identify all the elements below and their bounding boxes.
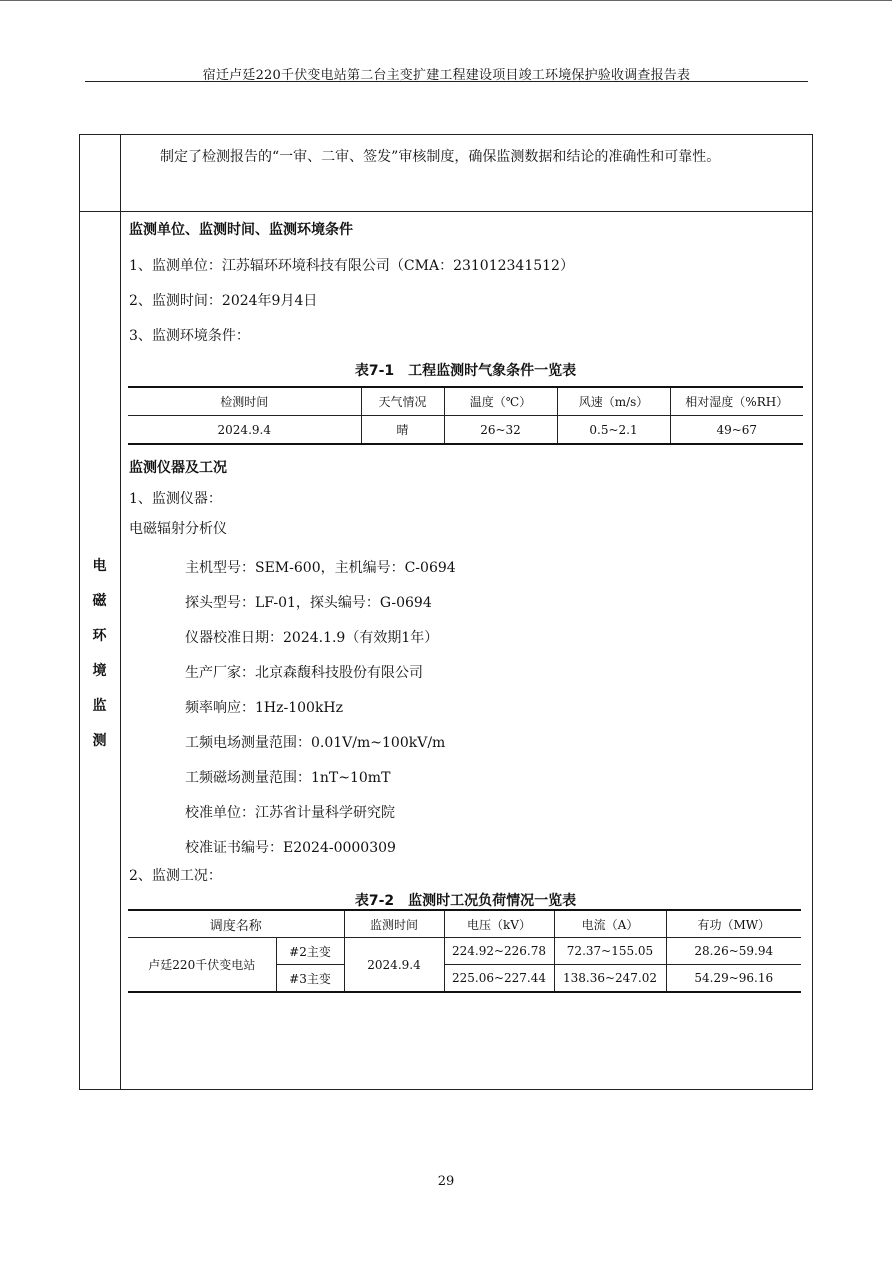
table-cell: 晴	[361, 416, 444, 445]
column-header: 电压（kV）	[444, 910, 554, 938]
section-heading-instruments: 监测仪器及工况	[129, 460, 227, 476]
table-cell: 0.5~2.1	[557, 416, 670, 445]
table-cell: 54.29~96.16	[666, 965, 801, 993]
column-header: 检测时间	[128, 387, 361, 416]
spec-line: 生产厂家：北京森馥科技股份有限公司	[185, 665, 423, 681]
spec-line: 工频磁场测量范围：1nT~10mT	[185, 770, 391, 786]
table-row	[128, 938, 801, 965]
page-top-border	[0, 0, 892, 1]
side-label-char: 境	[92, 663, 107, 679]
monitoring-environment-line: 3、监测环境条件：	[129, 328, 250, 344]
side-label-char: 环	[92, 628, 107, 644]
weather-conditions-table	[128, 386, 803, 445]
table-cell: 2024.9.4	[217, 422, 271, 437]
side-label-char: 磁	[92, 593, 107, 609]
column-header: 电流（A）	[554, 910, 666, 938]
column-header: 温度（℃）	[444, 387, 557, 416]
spec-line: 仪器校准日期：2024.1.9（有效期1年）	[185, 630, 439, 646]
table-cell: 224.92~226.78	[444, 938, 554, 965]
audit-system-text: 制定了检测报告的“一审、二审、签发”审核制度，确保监测数据和结论的准确性和可靠性。	[160, 149, 721, 165]
table-cell: #3主变	[276, 965, 344, 993]
table-cell: 72.37~155.05	[554, 938, 666, 965]
spec-line: 频率响应：1Hz-100kHz	[185, 700, 344, 716]
table2-title: 表7-2 监测时工况负荷情况一览表	[354, 893, 577, 909]
load-conditions-table	[128, 909, 801, 993]
table-cell: #2主变	[276, 938, 344, 965]
operating-conditions-item: 2、监测工况：	[129, 868, 222, 884]
table-cell: 49~67	[670, 416, 803, 445]
table-cell: 28.26~59.94	[666, 938, 801, 965]
column-header: 调度名称	[128, 910, 344, 938]
side-label-char: 测	[92, 733, 107, 749]
section-heading-monitoring-unit: 监测单位、监测时间、监测环境条件	[129, 222, 353, 238]
monitoring-date-cell: 2024.9.4	[344, 938, 444, 993]
table-cell: 225.06~227.44	[444, 965, 554, 993]
page-header-title: 宿迁卢廷220千伏变电站第二台主变扩建工程建设项目竣工环境保护验收调查报告表	[202, 68, 691, 83]
column-header: 风速（m/s）	[557, 387, 670, 416]
monitoring-time-line: 2、监测时间：2024年9月4日	[129, 293, 318, 309]
spec-line: 校准证书编号：E2024-0000309	[185, 840, 396, 856]
spec-line: 工频电场测量范围：0.01V/m~100kV/m	[185, 735, 446, 751]
side-label-char: 监	[92, 698, 107, 714]
station-name-cell: 卢廷220千伏变电站	[148, 958, 256, 972]
table-cell: 26~32	[444, 416, 557, 445]
label-column-divider	[120, 134, 121, 1090]
table-cell: 138.36~247.02	[554, 965, 666, 993]
table1-title: 表7-1 工程监测时气象条件一览表	[354, 363, 577, 379]
spec-line: 探头型号：LF-01，探头编号：G-0694	[185, 595, 432, 611]
header-rule	[85, 81, 808, 82]
column-header: 天气情况	[361, 387, 444, 416]
table-header-row	[128, 387, 803, 416]
table-header-row	[128, 910, 801, 938]
monitoring-unit-line: 1、监测单位：江苏辐环环境科技有限公司（CMA：231012341512）	[129, 258, 574, 274]
column-header: 相对湿度（%RH）	[670, 387, 803, 416]
spec-line: 校准单位：江苏省计量科学研究院	[185, 805, 395, 821]
page-number: 29	[437, 1174, 455, 1189]
row-divider	[79, 211, 813, 212]
column-header: 有功（MW）	[666, 910, 801, 938]
column-header: 监测时间	[344, 910, 444, 938]
instruments-item: 1、监测仪器：	[129, 491, 222, 507]
table-row	[128, 416, 803, 445]
side-label-char: 电	[92, 558, 107, 574]
device-name: 电磁辐射分析仪	[129, 521, 227, 537]
spec-line: 主机型号：SEM-600，主机编号：C-0694	[185, 560, 456, 576]
